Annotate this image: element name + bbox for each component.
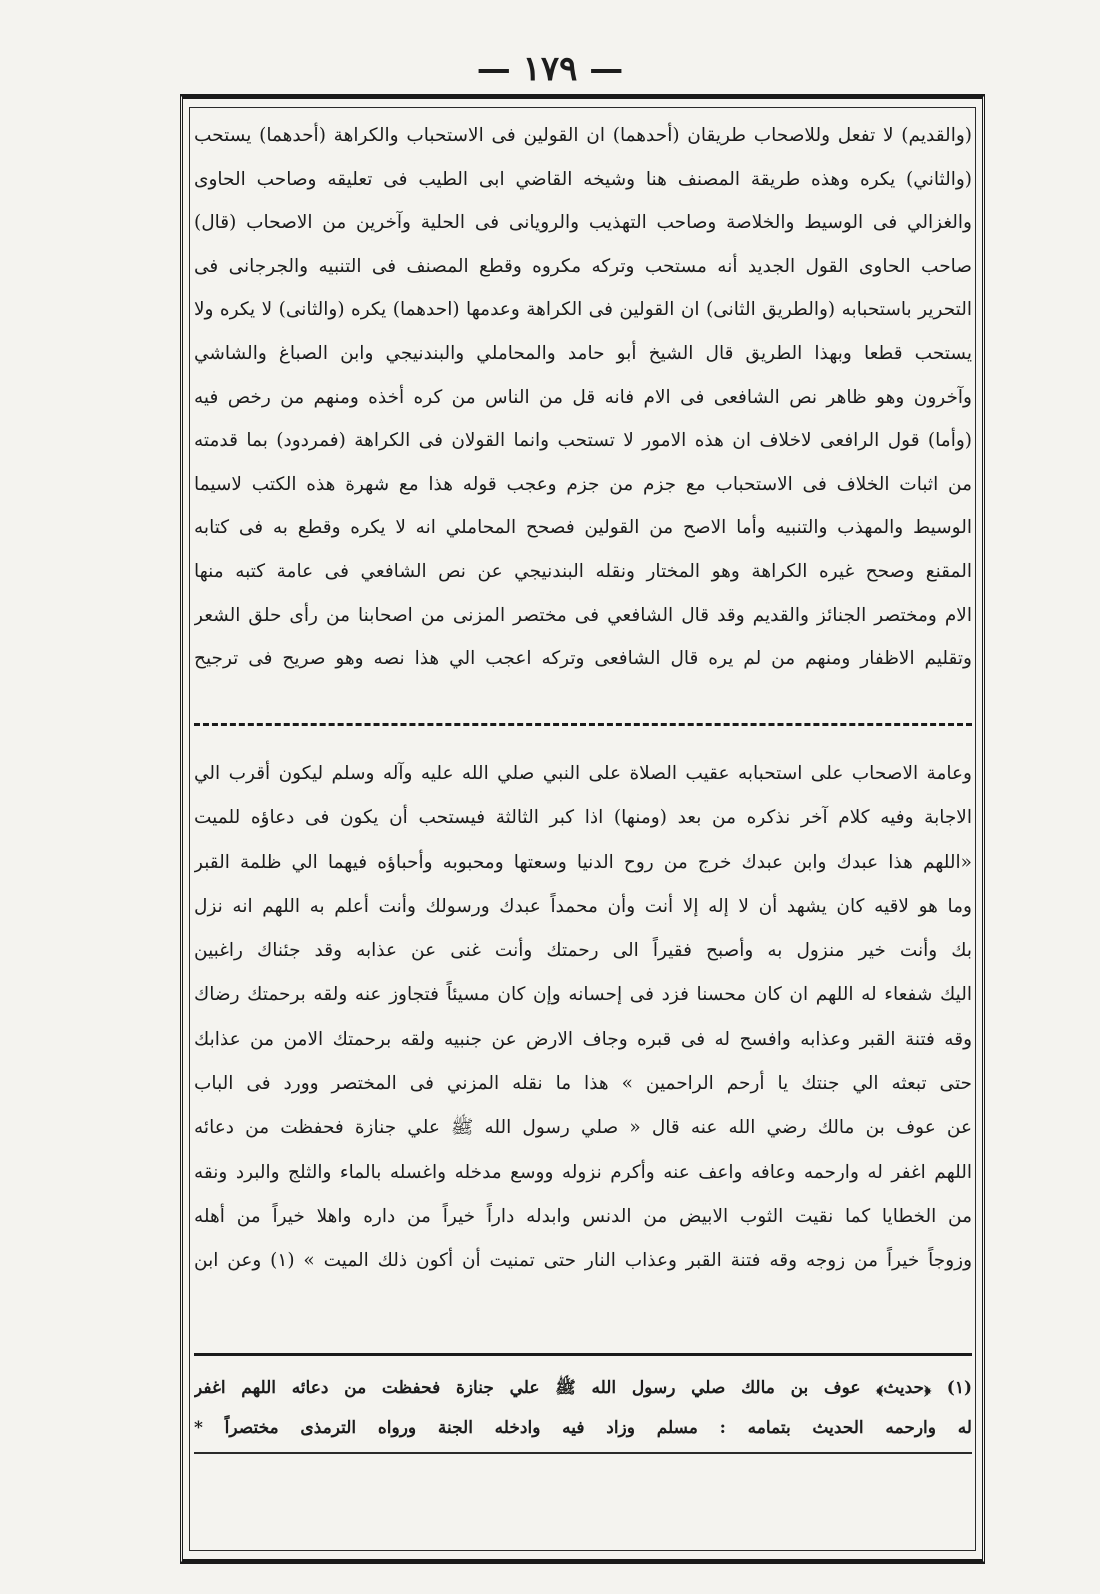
text-line: الوسيط والمهذب والتنبيه وأما الاصح من القولين فصحح المحاملي انه لا يكره وقطع به فى كتابه — [194, 517, 972, 539]
text-line: من الخطايا كما نقيت الثوب الابيض من الدنس وابدله داراً خيراً من داره واهلا خيراً من أهله — [194, 1205, 972, 1227]
text-line: اليك شفعاء له اللهم ان كان محسنا فزد فى إحسانه وإن كان مسيئاً فتجاوز عنه ولقه برحمتك رضاك — [194, 984, 972, 1006]
text-line: عن عوف بن مالك رضي الله عنه قال « صلي رسول الله ﷺ علي جنازة فحفظت من دعائه — [194, 1117, 972, 1139]
secondary-text — [194, 752, 972, 1284]
text-line: والغزالي فى الوسيط والخلاصة وصاحب التهذيب والرويانى فى الحلية وآخرين من الاصحاب (قال) — [194, 212, 972, 234]
text-line: التحرير باستحبابه (والطريق الثانى) ان القولين فى الكراهة وعدمها (احدهما) يكره (والثانى) لا يكره ولا — [194, 299, 972, 321]
text-line: (وأما) قول الرافعى لاخلاف ان هذه الامور لا تستحب وانما القولان فى الكراهة (فمردود) بما قدمته — [194, 430, 972, 452]
text-line: بك وأنت خير منزول به وأصبح فقيراً الى رحمتك وأنت غنى عن عذابه وقد جئناك راغبين — [194, 940, 972, 962]
text-line: وعامة الاصحاب على استحبابه عقيب الصلاة على النبي صلي الله عليه وآله وسلم ليكون أقرب الي — [194, 763, 972, 784]
text-line: الام ومختصر الجنائز والقديم وقد قال الشافعي فى مختصر المزنى من اصحابنا من رأى حلق الشعر — [194, 604, 972, 626]
main-commentary-text — [194, 114, 972, 681]
text-line: وما هو لاقيه كان يشهد أن لا إله إلا أنت وأن محمداً عبدك ورسولك وأنت أعلم به اللهم انه نزل — [194, 895, 972, 917]
footnote — [194, 1368, 972, 1448]
text-line: وقه فتنة القبر وعذابه وافسح له فى قبره وجاف الارض عن جنبيه ولقه برحمتك الامن من عذابك — [194, 1028, 972, 1050]
text-line: وزوجاً خيراً من زوجه وقه فتنة القبر وعذاب النار حتى تمنيت أن أكون ذلك الميت » (١) وعن ابن — [194, 1250, 972, 1272]
text-line: وآخرون وهو ظاهر نص الشافعى فى الام فانه قل من الناس من كره أخذه ومنهم من رخص فيه — [194, 386, 972, 408]
footnote-line: (١) ﴿حديث﴾ عوف بن مالك صلي رسول الله ﷺ علي جنازة فحفظت من دعائه اللهم اغفر — [194, 1378, 972, 1398]
footnote-line: له وارحمه الحديث بتمامه : مسلم وزاد فيه وادخله الجنة ورواه الترمذى مختصراً * — [194, 1418, 972, 1438]
footnote-divider — [194, 1353, 972, 1356]
text-line: اللهم اغفر له وارحمه وعافه واعف عنه وأكرم نزوله ووسع مدخله واغسله بالماء والثلج والبرد ونقه — [194, 1161, 972, 1183]
text-line: صاحب الحاوى القول الجديد أنه مستحب وتركه مكروه وقطع المصنف فى التنبيه والجرجانى فى — [194, 255, 972, 277]
text-line: (والثاني) يكره وهذه طريقة المصنف هنا وشيخه القاضي ابى الطيب فى تعليقه وصاحب الحاوى — [194, 168, 972, 190]
text-line: «اللهم هذا عبدك وابن عبدك خرج من روح الدنيا وسعتها ومحبوبه وأحباؤه فيهما الي ظلمة القبر — [194, 851, 972, 873]
text-line: الاجابة وفيه كلام آخر نذكره من بعد (ومنها) اذا كبر الثالثة فيستحب أن يكون فى دعاؤه للميت — [194, 807, 972, 829]
page-number: — ١٧٩ — — [476, 49, 624, 89]
text-line: المقنع وصحح غيره الكراهة وهو المختار ونقله البندنيجي عن نص الشافعي فى عامة كتبه منها — [194, 560, 972, 582]
section-divider-dashed — [194, 723, 972, 726]
text-line: من اثبات الخلاف فى الاستحباب مع جزم من جزم وعجب قوله هذا مع شهرة هذه الكتب لاسيما — [194, 473, 972, 495]
text-line: وتقليم الاظفار ومنهم من لم يره قال الشافعى وتركه اعجب الي هذا نصه وهو صريح فى ترجيح — [194, 648, 972, 670]
text-line: يستحب قطعا وبهذا الطريق قال الشيخ أبو حامد والمحاملي والبندنيجي وابن الصباغ والشاشي — [194, 342, 972, 364]
text-line: حتى تبعثه الي جنتك يا أرحم الراحمين » هذا ما نقله المزني فى المختصر وورد فى الباب — [194, 1073, 972, 1095]
text-line: (والقديم) لا تفعل وللاصحاب طريقان (أحدهما) ان القولين فى الاستحباب والكراهة (أحدهما) يستحب — [194, 125, 972, 146]
bottom-rule — [194, 1452, 972, 1454]
